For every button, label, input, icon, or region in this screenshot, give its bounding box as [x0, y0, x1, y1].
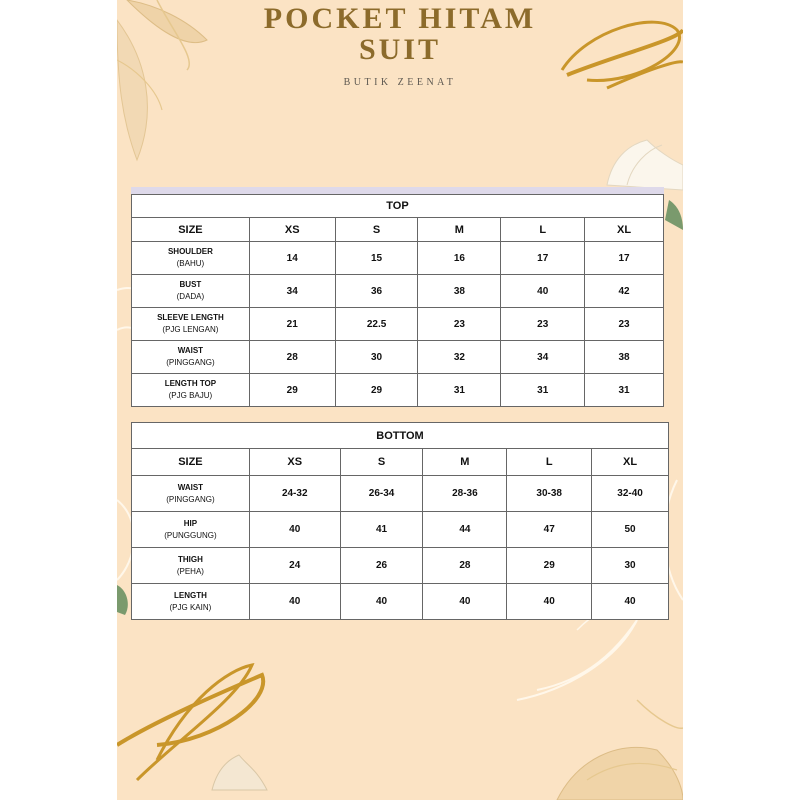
measurement-value: 30 [335, 341, 418, 374]
measurement-name-malay: (PJG KAIN) [169, 602, 212, 612]
measurement-name-malay: (DADA) [176, 292, 205, 301]
measurement-value: 40 [340, 584, 423, 620]
measurement-value: 28-36 [423, 476, 507, 512]
measurement-label [132, 275, 250, 308]
measurement-label [132, 308, 250, 341]
table-row [132, 548, 669, 584]
measurement-value: 21 [249, 308, 335, 341]
table-row [132, 584, 669, 620]
size-col-xs: XS [249, 449, 340, 476]
table-header-row [132, 449, 669, 476]
size-col-xs: XS [249, 218, 335, 242]
table-row [132, 476, 669, 512]
size-col-m: M [418, 218, 501, 242]
measurement-name: HIP [183, 518, 198, 528]
measurement-value: 24 [249, 548, 340, 584]
measurement-value: 40 [249, 512, 340, 548]
measurement-label [132, 341, 250, 374]
measurement-value: 30 [592, 548, 669, 584]
top-size-table [131, 194, 664, 407]
size-col-xl: XL [585, 218, 664, 242]
measurement-name: SHOULDER [167, 247, 213, 256]
measurement-value: 31 [418, 374, 501, 407]
measurement-value: 38 [585, 341, 664, 374]
measurement-value: 34 [249, 275, 335, 308]
size-chart-card [117, 0, 683, 800]
measurement-value: 40 [501, 275, 585, 308]
measurement-value: 38 [418, 275, 501, 308]
measurement-value: 31 [501, 374, 585, 407]
page-title: POCKET HITAM [263, 2, 537, 35]
measurement-value: 40 [507, 584, 592, 620]
measurement-value: 29 [335, 374, 418, 407]
measurement-value: 26 [340, 548, 423, 584]
measurement-value: 40 [249, 584, 340, 620]
measurement-value: 23 [501, 308, 585, 341]
table-row [132, 275, 664, 308]
size-col-s: S [340, 449, 423, 476]
measurement-name-malay: (PJG BAJU) [168, 391, 213, 400]
measurement-value: 24-32 [249, 476, 340, 512]
measurement-value: 29 [249, 374, 335, 407]
measurement-value: 34 [501, 341, 585, 374]
table-row [132, 374, 664, 407]
measurement-name-malay: (PEHA) [176, 566, 204, 576]
measurement-value: 41 [340, 512, 423, 548]
size-col-l: L [501, 218, 585, 242]
measurement-name: LENGTH TOP [164, 379, 217, 388]
measurement-value: 44 [423, 512, 507, 548]
measurement-value: 26-34 [340, 476, 423, 512]
table-row [132, 341, 664, 374]
measurement-label [132, 374, 250, 407]
size-header: SIZE [132, 218, 250, 242]
measurement-label [132, 476, 250, 512]
page-title-line2: SUIT [358, 33, 442, 66]
measurement-value: 17 [501, 242, 585, 275]
table-row [132, 512, 669, 548]
measurement-name-malay: (BAHU) [176, 259, 205, 268]
brand-subtitle: BUTIK ZEENAT [343, 77, 457, 88]
measurement-value: 29 [507, 548, 592, 584]
measurement-value: 16 [418, 242, 501, 275]
measurement-label [132, 512, 250, 548]
measurement-name: THIGH [177, 554, 203, 564]
measurement-value: 32 [418, 341, 501, 374]
measurement-name-malay: (PINGGANG) [166, 494, 215, 504]
size-col-xl: XL [592, 449, 669, 476]
measurement-name: WAIST [177, 482, 204, 492]
measurement-value: 22.5 [335, 308, 418, 341]
measurement-value: 30-38 [507, 476, 592, 512]
measurement-value: 50 [592, 512, 669, 548]
measurement-value: 40 [423, 584, 507, 620]
measurement-value: 40 [592, 584, 669, 620]
table-row [132, 242, 664, 275]
size-col-l: L [507, 449, 592, 476]
measurement-label [132, 584, 250, 620]
size-col-m: M [423, 449, 507, 476]
size-header: SIZE [132, 449, 250, 476]
measurement-value: 42 [585, 275, 664, 308]
measurement-name: WAIST [177, 346, 204, 355]
measurement-name: SLEEVE LENGTH [157, 313, 224, 322]
table-caption: TOP [132, 195, 664, 218]
measurement-value: 14 [249, 242, 335, 275]
measurement-name-malay: (PJG LENGAN) [162, 325, 219, 334]
measurement-value: 36 [335, 275, 418, 308]
measurement-name: BUST [179, 280, 202, 289]
measurement-value: 23 [585, 308, 664, 341]
measurement-name-malay: (PINGGANG) [166, 358, 215, 367]
bottom-size-table [131, 422, 669, 620]
table-caption: BOTTOM [132, 423, 669, 449]
measurement-value: 28 [249, 341, 335, 374]
measurement-value: 23 [418, 308, 501, 341]
measurement-value: 15 [335, 242, 418, 275]
measurement-value: 28 [423, 548, 507, 584]
measurement-value: 32-40 [592, 476, 669, 512]
size-col-s: S [335, 218, 418, 242]
table-row [132, 308, 664, 341]
measurement-name-malay: (PUNGGUNG) [164, 530, 217, 540]
measurement-value: 47 [507, 512, 592, 548]
measurement-value: 31 [585, 374, 664, 407]
measurement-label [132, 548, 250, 584]
measurement-name: LENGTH [173, 590, 207, 600]
table-header-row [132, 218, 664, 242]
measurement-label [132, 242, 250, 275]
measurement-value: 17 [585, 242, 664, 275]
